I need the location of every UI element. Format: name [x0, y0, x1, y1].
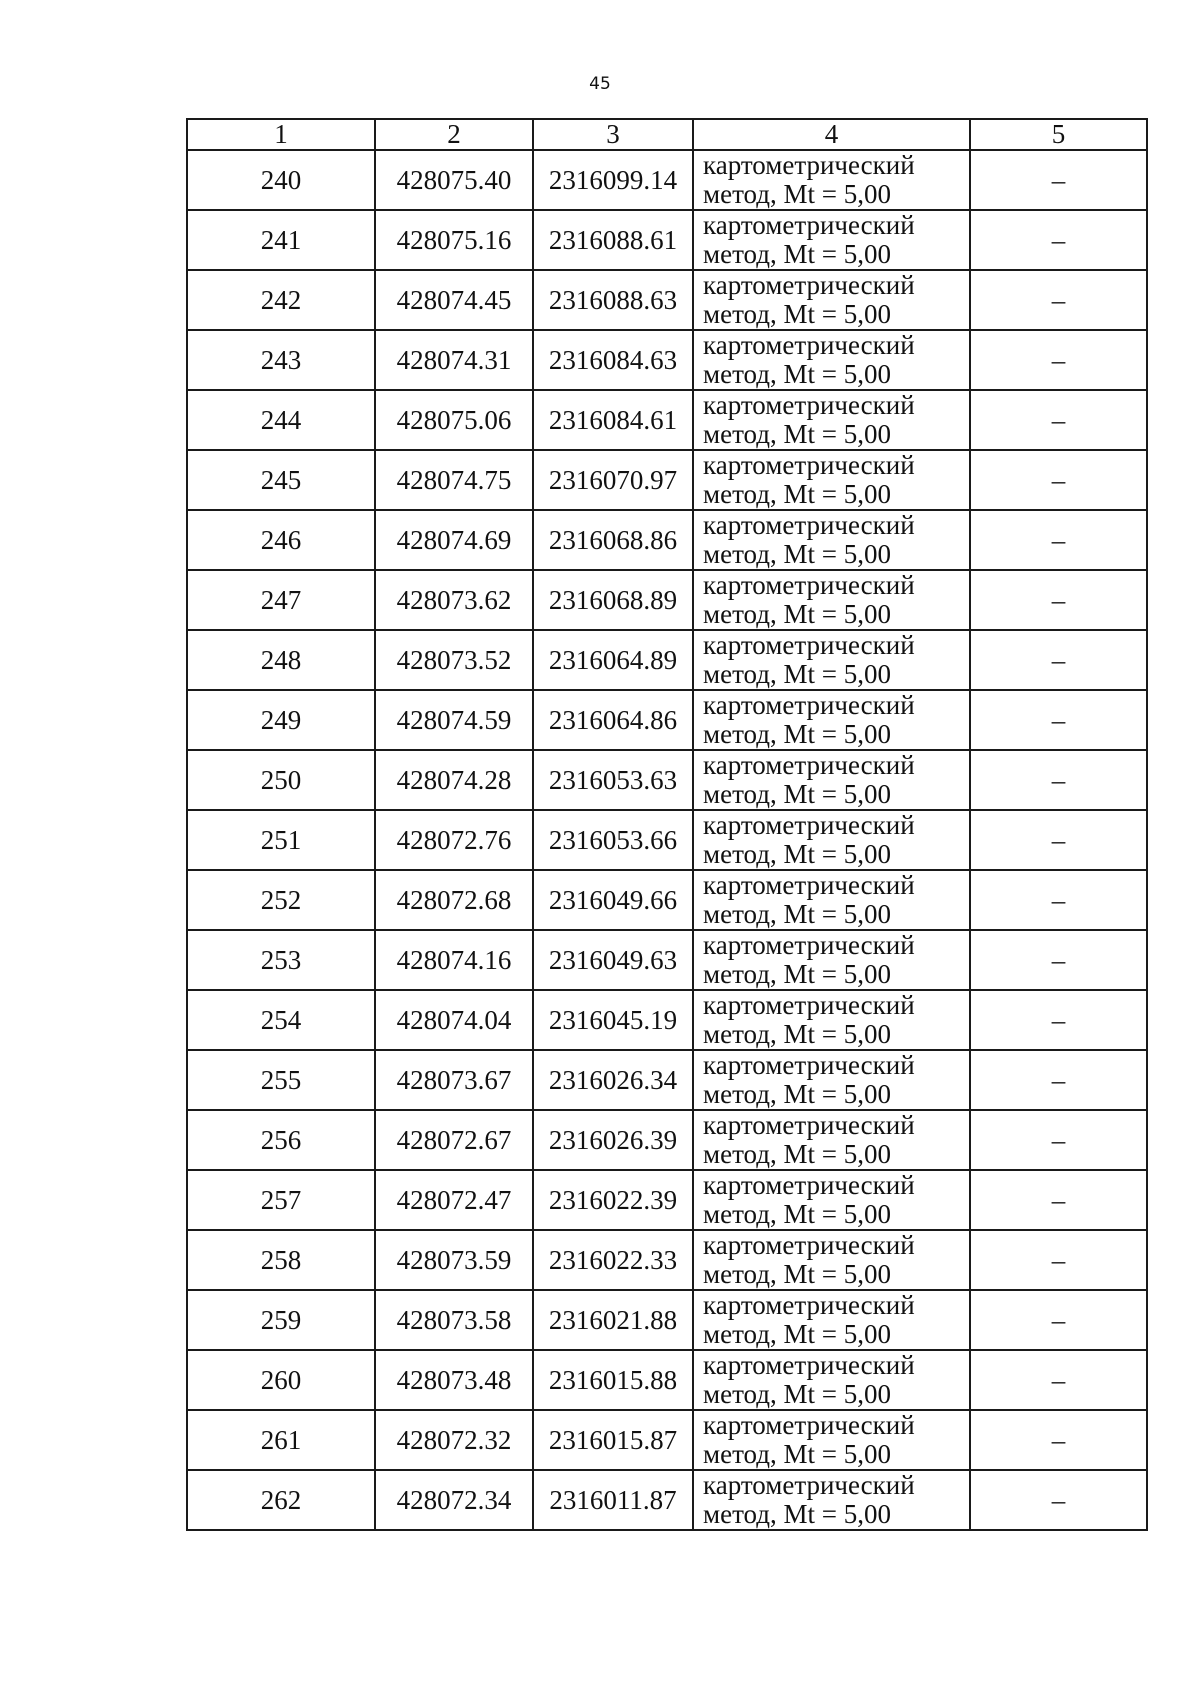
note-cell: –	[970, 690, 1147, 750]
x-coordinate-cell: 428074.31	[375, 330, 533, 390]
x-coordinate-cell: 428073.62	[375, 570, 533, 630]
method-line-2: метод, Mt = 5,00	[703, 779, 891, 809]
x-coordinate-cell: 428074.04	[375, 990, 533, 1050]
x-coordinate-cell: 428073.58	[375, 1290, 533, 1350]
header-col-3: 3	[533, 119, 693, 150]
x-coordinate-cell: 428072.67	[375, 1110, 533, 1170]
method-line-1: картометрический	[703, 1470, 915, 1500]
header-col-2: 2	[375, 119, 533, 150]
x-coordinate-cell: 428072.76	[375, 810, 533, 870]
method-line-1: картометрический	[703, 1290, 915, 1320]
y-coordinate-cell: 2316064.86	[533, 690, 693, 750]
method-line-2: метод, Mt = 5,00	[703, 1319, 891, 1349]
table-header	[187, 119, 1147, 150]
method-line-2: метод, Mt = 5,00	[703, 959, 891, 989]
x-coordinate-cell: 428073.59	[375, 1230, 533, 1290]
note-cell: –	[970, 750, 1147, 810]
table-row	[187, 570, 1147, 630]
table-row	[187, 390, 1147, 450]
x-coordinate-cell: 428072.32	[375, 1410, 533, 1470]
x-coordinate-cell: 428073.52	[375, 630, 533, 690]
method-line-1: картометрический	[703, 150, 915, 180]
y-coordinate-cell: 2316045.19	[533, 990, 693, 1050]
method-line-2: метод, Mt = 5,00	[703, 1379, 891, 1409]
note-cell: –	[970, 570, 1147, 630]
method-cell	[693, 690, 970, 750]
y-coordinate-cell: 2316053.66	[533, 810, 693, 870]
method-line-2: метод, Mt = 5,00	[703, 899, 891, 929]
method-line-1: картометрический	[703, 630, 915, 660]
method-cell	[693, 1470, 970, 1530]
method-line-1: картометрический	[703, 1230, 915, 1260]
method-line-2: метод, Mt = 5,00	[703, 1499, 891, 1529]
x-coordinate-cell: 428073.67	[375, 1050, 533, 1110]
note-cell: –	[970, 1290, 1147, 1350]
page-number: 45	[589, 74, 611, 94]
point-number-cell: 260	[187, 1350, 375, 1410]
point-number-cell: 254	[187, 990, 375, 1050]
method-cell	[693, 450, 970, 510]
point-number-cell: 261	[187, 1410, 375, 1470]
y-coordinate-cell: 2316084.63	[533, 330, 693, 390]
table-row	[187, 870, 1147, 930]
method-line-1: картометрический	[703, 1050, 915, 1080]
table-row	[187, 150, 1147, 210]
method-line-1: картометрический	[703, 1170, 915, 1200]
point-number-cell: 256	[187, 1110, 375, 1170]
point-number-cell: 243	[187, 330, 375, 390]
method-cell	[693, 1410, 970, 1470]
point-number-cell: 242	[187, 270, 375, 330]
method-line-1: картометрический	[703, 390, 915, 420]
method-line-2: метод, Mt = 5,00	[703, 599, 891, 629]
note-cell: –	[970, 270, 1147, 330]
x-coordinate-cell: 428075.40	[375, 150, 533, 210]
method-line-1: картометрический	[703, 570, 915, 600]
table-row	[187, 1230, 1147, 1290]
note-cell: –	[970, 210, 1147, 270]
table-row	[187, 750, 1147, 810]
note-cell: –	[970, 930, 1147, 990]
y-coordinate-cell: 2316068.89	[533, 570, 693, 630]
note-cell: –	[970, 330, 1147, 390]
note-cell: –	[970, 450, 1147, 510]
note-cell: –	[970, 1410, 1147, 1470]
method-line-1: картометрический	[703, 690, 915, 720]
point-number-cell: 257	[187, 1170, 375, 1230]
x-coordinate-cell: 428074.69	[375, 510, 533, 570]
method-line-1: картометрический	[703, 1350, 915, 1380]
method-cell	[693, 990, 970, 1050]
table-row	[187, 1350, 1147, 1410]
method-line-2: метод, Mt = 5,00	[703, 1079, 891, 1109]
method-line-2: метод, Mt = 5,00	[703, 1199, 891, 1229]
y-coordinate-cell: 2316088.61	[533, 210, 693, 270]
table-row	[187, 1110, 1147, 1170]
method-line-2: метод, Mt = 5,00	[703, 239, 891, 269]
x-coordinate-cell: 428074.28	[375, 750, 533, 810]
table-row	[187, 270, 1147, 330]
table-row	[187, 630, 1147, 690]
method-line-1: картометрический	[703, 1410, 915, 1440]
method-cell	[693, 1050, 970, 1110]
note-cell: –	[970, 810, 1147, 870]
header-row	[187, 119, 1147, 150]
point-number-cell: 246	[187, 510, 375, 570]
point-number-cell: 249	[187, 690, 375, 750]
point-number-cell: 248	[187, 630, 375, 690]
method-cell	[693, 270, 970, 330]
method-line-2: метод, Mt = 5,00	[703, 479, 891, 509]
method-line-2: метод, Mt = 5,00	[703, 179, 891, 209]
table-row	[187, 1290, 1147, 1350]
table-row	[187, 990, 1147, 1050]
note-cell: –	[970, 870, 1147, 930]
table-row	[187, 930, 1147, 990]
point-number-cell: 247	[187, 570, 375, 630]
method-cell	[693, 1230, 970, 1290]
y-coordinate-cell: 2316084.61	[533, 390, 693, 450]
point-number-cell: 240	[187, 150, 375, 210]
method-cell	[693, 750, 970, 810]
y-coordinate-cell: 2316026.34	[533, 1050, 693, 1110]
point-number-cell: 251	[187, 810, 375, 870]
method-line-1: картометрический	[703, 210, 915, 240]
y-coordinate-cell: 2316068.86	[533, 510, 693, 570]
method-cell	[693, 1290, 970, 1350]
x-coordinate-cell: 428074.75	[375, 450, 533, 510]
header-col-4: 4	[693, 119, 970, 150]
note-cell: –	[970, 1110, 1147, 1170]
note-cell: –	[970, 630, 1147, 690]
note-cell: –	[970, 390, 1147, 450]
method-line-2: метод, Mt = 5,00	[703, 839, 891, 869]
note-cell: –	[970, 1170, 1147, 1230]
note-cell: –	[970, 1050, 1147, 1110]
y-coordinate-cell: 2316026.39	[533, 1110, 693, 1170]
method-cell	[693, 870, 970, 930]
table-row	[187, 690, 1147, 750]
point-number-cell: 250	[187, 750, 375, 810]
point-number-cell: 262	[187, 1470, 375, 1530]
method-cell	[693, 390, 970, 450]
table-row	[187, 1050, 1147, 1110]
method-cell	[693, 150, 970, 210]
table-row	[187, 810, 1147, 870]
method-line-2: метод, Mt = 5,00	[703, 299, 891, 329]
y-coordinate-cell: 2316022.39	[533, 1170, 693, 1230]
table-row	[187, 1410, 1147, 1470]
method-line-1: картометрический	[703, 450, 915, 480]
point-number-cell: 241	[187, 210, 375, 270]
method-line-2: метод, Mt = 5,00	[703, 1139, 891, 1169]
point-number-cell: 255	[187, 1050, 375, 1110]
method-line-1: картометрический	[703, 870, 915, 900]
method-cell	[693, 1110, 970, 1170]
method-line-2: метод, Mt = 5,00	[703, 1439, 891, 1469]
point-number-cell: 259	[187, 1290, 375, 1350]
table-row	[187, 450, 1147, 510]
method-line-2: метод, Mt = 5,00	[703, 659, 891, 689]
method-cell	[693, 1170, 970, 1230]
table-row	[187, 510, 1147, 570]
method-line-2: метод, Mt = 5,00	[703, 359, 891, 389]
y-coordinate-cell: 2316099.14	[533, 150, 693, 210]
y-coordinate-cell: 2316015.88	[533, 1350, 693, 1410]
method-cell	[693, 1350, 970, 1410]
y-coordinate-cell: 2316011.87	[533, 1470, 693, 1530]
table-row	[187, 1170, 1147, 1230]
header-col-1: 1	[187, 119, 375, 150]
y-coordinate-cell: 2316064.89	[533, 630, 693, 690]
table-row	[187, 1470, 1147, 1530]
y-coordinate-cell: 2316053.63	[533, 750, 693, 810]
x-coordinate-cell: 428074.45	[375, 270, 533, 330]
method-cell	[693, 570, 970, 630]
x-coordinate-cell: 428073.48	[375, 1350, 533, 1410]
method-cell	[693, 210, 970, 270]
note-cell: –	[970, 1230, 1147, 1290]
x-coordinate-cell: 428074.16	[375, 930, 533, 990]
method-line-1: картометрический	[703, 750, 915, 780]
point-number-cell: 244	[187, 390, 375, 450]
point-number-cell: 253	[187, 930, 375, 990]
method-line-2: метод, Mt = 5,00	[703, 419, 891, 449]
note-cell: –	[970, 1470, 1147, 1530]
x-coordinate-cell: 428075.06	[375, 390, 533, 450]
coordinates-table	[186, 118, 1148, 1531]
method-line-1: картометрический	[703, 990, 915, 1020]
method-line-1: картометрический	[703, 270, 915, 300]
method-line-1: картометрический	[703, 510, 915, 540]
method-cell	[693, 930, 970, 990]
table-body	[187, 150, 1147, 1530]
y-coordinate-cell: 2316049.66	[533, 870, 693, 930]
method-line-2: метод, Mt = 5,00	[703, 1019, 891, 1049]
method-cell	[693, 330, 970, 390]
method-line-1: картометрический	[703, 810, 915, 840]
y-coordinate-cell: 2316022.33	[533, 1230, 693, 1290]
x-coordinate-cell: 428072.34	[375, 1470, 533, 1530]
method-line-2: метод, Mt = 5,00	[703, 1259, 891, 1289]
x-coordinate-cell: 428075.16	[375, 210, 533, 270]
x-coordinate-cell: 428072.68	[375, 870, 533, 930]
point-number-cell: 252	[187, 870, 375, 930]
point-number-cell: 245	[187, 450, 375, 510]
y-coordinate-cell: 2316021.88	[533, 1290, 693, 1350]
method-cell	[693, 630, 970, 690]
note-cell: –	[970, 510, 1147, 570]
y-coordinate-cell: 2316070.97	[533, 450, 693, 510]
method-line-1: картометрический	[703, 930, 915, 960]
note-cell: –	[970, 150, 1147, 210]
note-cell: –	[970, 1350, 1147, 1410]
note-cell: –	[970, 990, 1147, 1050]
table-row	[187, 210, 1147, 270]
x-coordinate-cell: 428074.59	[375, 690, 533, 750]
method-cell	[693, 810, 970, 870]
method-line-1: картометрический	[703, 1110, 915, 1140]
method-line-1: картометрический	[703, 330, 915, 360]
method-line-2: метод, Mt = 5,00	[703, 539, 891, 569]
header-col-5: 5	[970, 119, 1147, 150]
y-coordinate-cell: 2316088.63	[533, 270, 693, 330]
point-number-cell: 258	[187, 1230, 375, 1290]
method-line-2: метод, Mt = 5,00	[703, 719, 891, 749]
table-row	[187, 330, 1147, 390]
x-coordinate-cell: 428072.47	[375, 1170, 533, 1230]
y-coordinate-cell: 2316049.63	[533, 930, 693, 990]
y-coordinate-cell: 2316015.87	[533, 1410, 693, 1470]
method-cell	[693, 510, 970, 570]
